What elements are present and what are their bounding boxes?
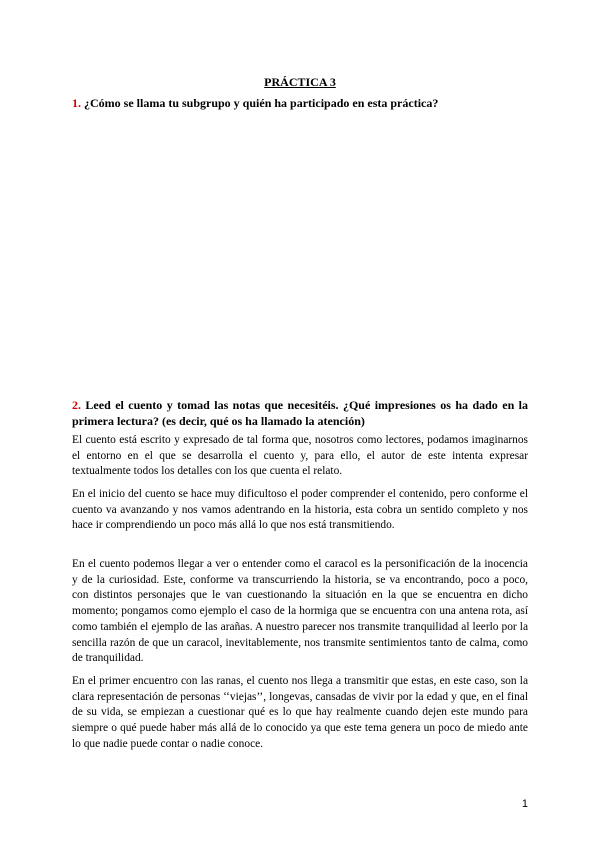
question-1 xyxy=(72,95,528,111)
answer-paragraph-1: El cuento está escrito y expresado de tal forma que, nosotros como lectores, podamos imaginarnos el entorno en el que se desarrolla el cuento y, para ello, el autor de este intenta expresar textualmente todos los detalles con los que cuenta el relato. xyxy=(72,434,528,478)
page-title: PRÁCTICA 3 xyxy=(264,75,336,89)
question-2-text: Leed el cuento y tomad las notas que necesitéis. ¿Qué impresiones os ha dado en la primera lectura? (es decir, qué os ha llamado la atención) xyxy=(72,398,528,428)
question-1-text: ¿Cómo se llama tu subgrupo y quién ha participado en esta práctica? xyxy=(81,96,439,110)
answer-paragraph-4: En el primer encuentro con las ranas, el cuento nos llega a transmitir que estas, en este caso, son la clara representación de personas ‘‘viejas’’, longevas, cansadas de vivir por la edad y que, en el final de su vida, se empiezan a cuestionar qué es lo que hay realmente cuando dejen este mundo para siempre o qué puede haber más allá de lo conocido ya que este tema genera un poco de miedo ante lo que nadie puede contar o nadie conoce. xyxy=(72,675,528,750)
question-2 xyxy=(72,397,528,429)
page-number: 1 xyxy=(521,798,528,810)
answer-paragraph-3: En el cuento podemos llegar a ver o entender como el caracol es la personificación de la inocencia y de la curiosidad. Este, conforme va transcurriendo la historia, se va encontrando, poco a poco, con distintos personajes que le van cuestionando la situación en la que se encuentra en dicho momento; pongamos como ejemplo el caso de la hormiga que se encuentra con una antena rota, así como también el ejemplo de las arañas. A nuestro parecer nos transmite tranquilidad al leerlo por la sencilla razón de que un caracol, inevitablemente, nos transmite sentimientos tanto de calma, como de tranquilidad. xyxy=(72,558,528,665)
answer-paragraph-2: En el inicio del cuento se hace muy dificultoso el poder comprender el contenido, pero conforme el cuento va avanzando y nos vamos adentrando en la historia, esta cobra un sentido completo y nos hace ir comprendiendo un poco más allá lo que nos está transmitiendo. xyxy=(72,488,528,532)
question-1-number: 1. xyxy=(72,96,81,110)
question-2-number: 2. xyxy=(72,398,81,412)
